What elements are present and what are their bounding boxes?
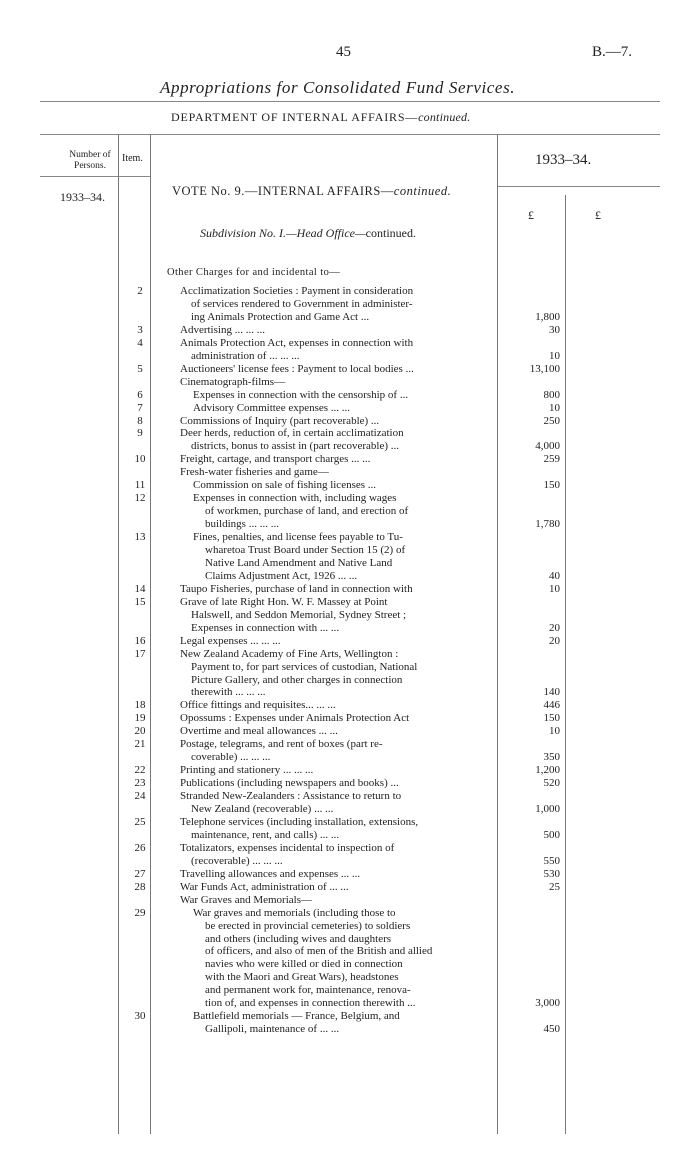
- item-number: 22: [134, 764, 146, 777]
- item-header: Item.: [122, 153, 143, 164]
- amount-value: 150: [543, 712, 560, 725]
- line-item-text: Office fittings and requisites... ... ...: [180, 699, 336, 712]
- line-item-text: Animals Protection Act, expenses in connection with: [180, 336, 414, 349]
- line-item-text: War Funds Act, administration of ... ...: [180, 880, 349, 893]
- line-item-text: Halswell, and Seddon Memorial, Sydney Street ;: [191, 608, 407, 621]
- column-rule-persons: [118, 134, 119, 1134]
- line-item-text: districts, bonus to assist in (part recoverable) ...: [191, 440, 400, 453]
- line-item-text: Fresh-water fisheries and game—: [180, 466, 329, 479]
- amount-value: 150: [543, 479, 560, 492]
- line-item-text: War graves and memorials (including those to: [193, 906, 396, 919]
- line-item-text: navies who were killed or died in connection: [205, 958, 403, 971]
- item-number: 19: [134, 712, 146, 725]
- item-number: 10: [134, 453, 146, 466]
- item-number: 13: [134, 531, 146, 544]
- line-item-text: Totalizators, expenses incidental to inspection of: [180, 841, 395, 854]
- amount-value: 10: [549, 401, 560, 414]
- amount-value: 13,100: [529, 362, 560, 375]
- number-of-persons-header: Number of Persons.: [69, 150, 111, 171]
- line-item-text: and others (including wives and daughters: [205, 932, 392, 945]
- amount-value: 520: [543, 777, 560, 790]
- item-number: 29: [134, 906, 146, 919]
- page-number: 45: [336, 44, 351, 60]
- line-item-text: Battlefield memorials — France, Belgium, and: [193, 1010, 400, 1023]
- subdivision-continued: continued.: [365, 226, 416, 240]
- vote-label: VOTE No. 9.—INTERNAL AFFAIRS—: [172, 184, 394, 198]
- item-number: 2: [137, 285, 143, 297]
- line-item-text: Legal expenses ... ... ...: [180, 634, 281, 647]
- line-item-text: ing Animals Protection and Game Act ...: [191, 310, 370, 323]
- department-name: DEPARTMENT OF INTERNAL AFFAIRS—: [171, 110, 419, 124]
- amount-value: 500: [543, 828, 560, 841]
- amount-value: 1,200: [535, 764, 560, 777]
- item-number: 15: [134, 595, 146, 608]
- item-number: 24: [134, 790, 146, 803]
- line-item-text: of officers, and also of men of the British and allied: [205, 945, 433, 958]
- line-item-text: of services rendered to Government in administer-: [191, 297, 413, 310]
- line-item-text: with the Maori and Great Wars), headstones: [205, 971, 399, 984]
- item-number: 7: [137, 401, 143, 414]
- amount-value: 550: [543, 854, 560, 867]
- line-item-text: Claims Adjustment Act, 1926 ... ...: [205, 569, 358, 582]
- line-item-text: Acclimatization Societies : Payment in consideration: [180, 285, 414, 297]
- line-item-text: Native Land Amendment and Native Land: [205, 556, 393, 569]
- line-item-text: Expenses in connection with the censorship of ...: [193, 388, 409, 401]
- amount-value: 446: [543, 699, 560, 712]
- line-item-text: Postage, telegrams, and rent of boxes (part re-: [180, 738, 383, 751]
- line-item-text: Grave of late Right Hon. W. F. Massey at Point: [180, 595, 388, 608]
- item-number: 11: [134, 479, 146, 492]
- vote-heading: [172, 184, 451, 199]
- pound-sign-2: £: [595, 208, 601, 222]
- line-item-text: Advisory Committee expenses ... ...: [193, 401, 351, 414]
- amount-value: 1,000: [535, 803, 560, 815]
- line-item-text: Stranded New-Zealanders : Assistance to return to: [180, 790, 402, 803]
- item-number: 28: [134, 880, 146, 893]
- line-item-text: Telephone services (including installation, extensions,: [180, 815, 419, 828]
- item-number: 26: [134, 841, 146, 854]
- line-item-text: Advertising ... ... ...: [180, 323, 265, 336]
- item-number: 23: [134, 777, 146, 790]
- line-item-text: Printing and stationery ... ... ...: [180, 764, 314, 777]
- line-item-text: New Zealand Academy of Fine Arts, Wellington :: [180, 647, 399, 660]
- line-item-text: Expenses in connection with, including wages: [193, 492, 397, 505]
- line-item-text: therewith ... ... ...: [191, 686, 266, 699]
- line-item-text: Opossums : Expenses under Animals Protection Act: [180, 712, 410, 725]
- item-number: 9: [137, 427, 143, 440]
- persons-year: 1933–34.: [60, 190, 105, 204]
- amount-value: 3,000: [535, 997, 560, 1010]
- amount-value: 20: [549, 621, 560, 634]
- amount-value: 450: [543, 1023, 560, 1036]
- item-number: 14: [134, 582, 146, 595]
- subdivision-label: Subdivision No. I.—Head Office—: [200, 226, 366, 240]
- line-item-text: be erected in provincial cemeteries) to soldiers: [205, 919, 411, 932]
- line-item-text: Picture Gallery, and other charges in connection: [191, 673, 403, 686]
- item-number: 21: [134, 738, 146, 751]
- department-continued: continued.: [418, 110, 471, 124]
- line-item-text: Commissions of Inquiry (part recoverable) ...: [180, 414, 380, 427]
- line-item-text: Auctioneers' license fees : Payment to local bodies ...: [180, 362, 414, 375]
- header-rule-left: [40, 176, 150, 177]
- amount-value: 350: [543, 751, 560, 764]
- item-number: 4: [137, 336, 143, 349]
- line-item-text: Payment to, for part services of custodian, National: [191, 660, 418, 673]
- year-header: 1933–34.: [535, 152, 592, 168]
- line-item-text: coverable) ... ... ...: [191, 751, 271, 764]
- item-number: 18: [134, 699, 146, 712]
- line-item-text: War Graves and Memorials—: [180, 893, 312, 906]
- amount-value: 10: [549, 725, 560, 738]
- item-number: 20: [134, 725, 146, 738]
- column-rule-amount: [565, 195, 566, 1134]
- line-item-text: Overtime and meal allowances ... ...: [180, 725, 338, 738]
- amount-value: 25: [549, 880, 560, 893]
- line-item-text: Gallipoli, maintenance of ... ...: [205, 1023, 340, 1036]
- item-number: 27: [134, 867, 146, 880]
- document-reference: B.—7.: [592, 44, 633, 60]
- subdivision-heading: [200, 226, 416, 241]
- amount-value: 140: [543, 686, 560, 699]
- pound-sign-1: £: [528, 208, 534, 222]
- amount-value: 20: [549, 634, 560, 647]
- page-title: Appropriations for Consolidated Fund Services.: [160, 78, 516, 97]
- item-number: 16: [134, 634, 146, 647]
- line-item-text: New Zealand (recoverable) ... ...: [191, 803, 334, 815]
- amount-value: 10: [549, 582, 560, 595]
- item-number: 25: [134, 815, 146, 828]
- item-number: 17: [134, 647, 146, 660]
- line-item-text: wharetoa Trust Board under Section 15 (2) of: [205, 544, 406, 556]
- line-item-text: administration of ... ... ...: [191, 349, 300, 362]
- title-rule: [40, 101, 660, 102]
- amount-value: 250: [543, 414, 560, 427]
- line-item-text: of workmen, purchase of land, and erection of: [205, 505, 409, 518]
- line-item-text: and permanent work for, maintenance, renova-: [205, 984, 411, 997]
- item-number: 5: [137, 362, 143, 375]
- table-top-rule: [40, 134, 660, 135]
- line-item-text: maintenance, rent, and calls) ... ...: [191, 828, 340, 841]
- other-charges-heading: Other Charges for and incidental to—: [167, 267, 341, 278]
- column-rule-text: [497, 134, 498, 1134]
- line-item-text: buildings ... ... ...: [205, 518, 279, 531]
- line-item-text: Publications (including newspapers and books) ...: [180, 777, 399, 790]
- column-rule-item: [150, 134, 151, 1134]
- amount-value: 10: [549, 349, 560, 362]
- line-item-text: Expenses in connection with ... ...: [191, 621, 340, 634]
- line-item-text: Deer herds, reduction of, in certain acclimatization: [180, 427, 404, 440]
- line-item-text: Travelling allowances and expenses ... ...: [180, 867, 361, 880]
- item-number: 6: [137, 388, 143, 401]
- item-number: 12: [134, 492, 146, 505]
- amount-value: 530: [543, 867, 560, 880]
- item-number: 8: [137, 414, 143, 427]
- vote-continued: continued.: [393, 184, 452, 198]
- item-number: 3: [137, 323, 143, 336]
- department-heading: [171, 110, 470, 125]
- item-number: 30: [134, 1010, 146, 1023]
- line-item-text: Commission on sale of fishing licenses ...: [193, 479, 377, 492]
- amount-value: 40: [549, 569, 560, 582]
- line-item-text: tion of, and expenses in connection therewith ...: [205, 997, 416, 1010]
- amount-value: 259: [543, 453, 560, 466]
- line-item-text: (recoverable) ... ... ...: [191, 854, 283, 867]
- line-item-text: Taupo Fisheries, purchase of land in connection with: [180, 582, 413, 595]
- amount-value: 1,800: [535, 310, 560, 323]
- line-item-text: Cinematograph-films—: [180, 375, 286, 388]
- line-item-text: Fines, penalties, and license fees payable to Tu-: [193, 531, 403, 544]
- amount-value: 30: [549, 323, 560, 336]
- amount-value: 1,780: [535, 518, 560, 531]
- header-rule-right: [497, 186, 660, 187]
- amount-value: 4,000: [535, 440, 560, 453]
- amount-value: 800: [543, 388, 560, 401]
- line-item-text: Freight, cartage, and transport charges ... ...: [180, 453, 371, 466]
